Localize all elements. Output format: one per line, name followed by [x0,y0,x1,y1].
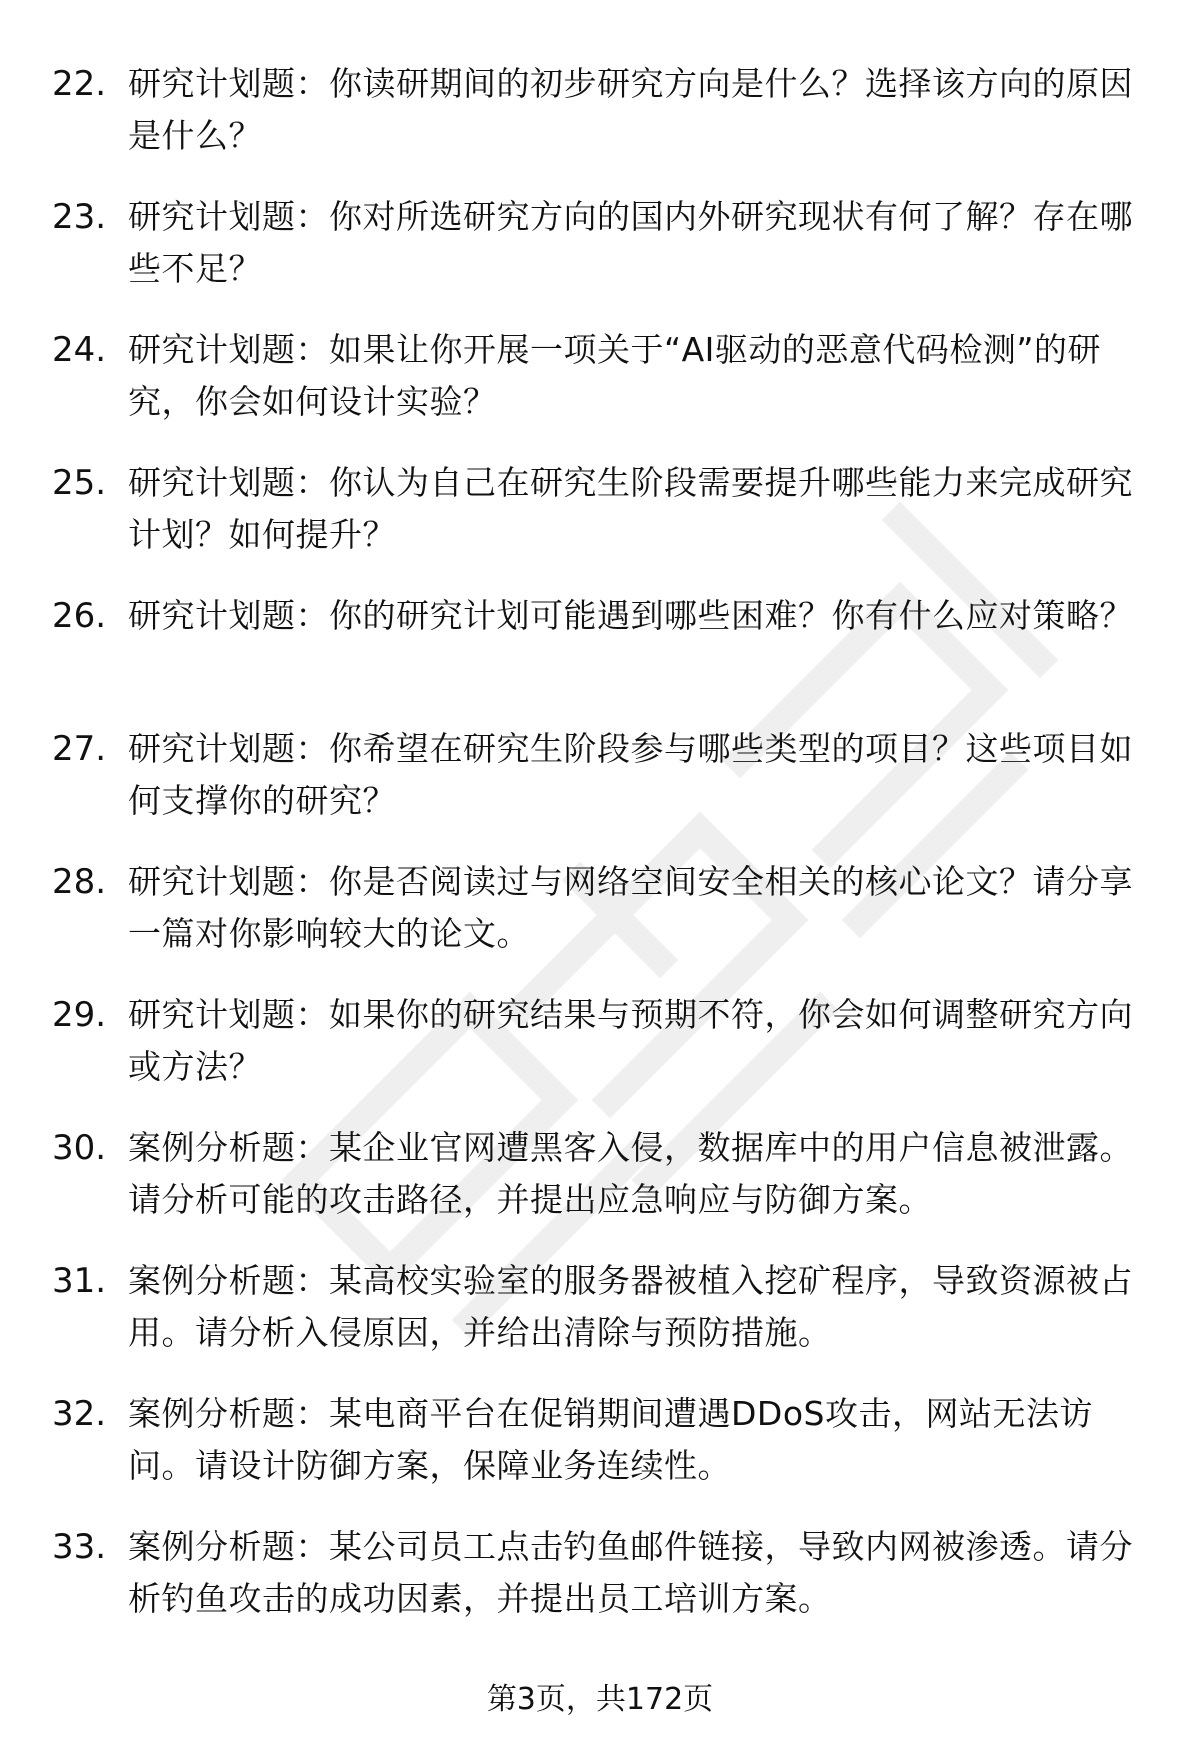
list-item [52,1255,1152,1388]
question-text: 研究计划题：如果让你开展一项关于“AI驱动的恶意代码检测”的研究，你会如何设计实验？ [128,330,1101,421]
list-item [52,457,1152,590]
question-text: 研究计划题：你的研究计划可能遇到哪些困难？你有什么应对策略？ [128,596,1133,635]
question-text: 案例分析题：某企业官网遭黑客入侵，数据库中的用户信息被泄露。请分析可能的攻击路径，并提出应急响应与防御方案。 [128,1128,1133,1219]
question-text: 研究计划题：你希望在研究生阶段参与哪些类型的项目？这些项目如何支撑你的研究？ [128,729,1133,820]
page-footer: 第3页，共172页 [486,1682,714,1717]
list-item [52,590,1152,723]
question-text: 案例分析题：某高校实验室的服务器被植入挖矿程序，导致资源被占用。请分析入侵原因，并给出清除与预防措施。 [128,1261,1133,1352]
question-number: 28. [52,862,107,902]
question-number: 23. [52,197,107,237]
question-text: 研究计划题：你读研期间的初步研究方向是什么？选择该方向的原因是什么？ [128,64,1133,155]
list-item [52,58,1152,191]
question-list [52,58,1152,1654]
list-item [52,324,1152,457]
question-number: 22. [52,64,107,104]
question-number: 31. [52,1261,107,1301]
question-text: 研究计划题：如果你的研究结果与预期不符，你会如何调整研究方向或方法？ [128,995,1133,1086]
question-number: 29. [52,995,107,1035]
question-number: 30. [52,1128,107,1168]
question-text: 研究计划题：你认为自己在研究生阶段需要提升哪些能力来完成研究计划？如何提升？ [128,463,1133,554]
list-item [52,723,1152,856]
question-text: 案例分析题：某电商平台在促销期间遭遇DDoS攻击，网站无法访问。请设计防御方案，保障业务连续性。 [128,1394,1093,1485]
question-number: 27. [52,729,107,769]
list-item [52,989,1152,1122]
question-number: 33. [52,1527,107,1567]
list-item [52,1122,1152,1255]
list-item [52,1521,1152,1654]
question-text: 研究计划题：你对所选研究方向的国内外研究现状有何了解？存在哪些不足？ [128,197,1133,288]
question-number: 26. [52,596,107,636]
list-item [52,191,1152,324]
question-number: 24. [52,330,107,370]
list-item [52,856,1152,989]
question-number: 32. [52,1394,107,1434]
question-number: 25. [52,463,107,503]
question-text: 研究计划题：你是否阅读过与网络空间安全相关的核心论文？请分享一篇对你影响较大的论文。 [128,862,1133,953]
list-item [52,1388,1152,1521]
question-text: 案例分析题：某公司员工点击钓鱼邮件链接，导致内网被渗透。请分析钓鱼攻击的成功因素，并提出员工培训方案。 [128,1527,1133,1618]
